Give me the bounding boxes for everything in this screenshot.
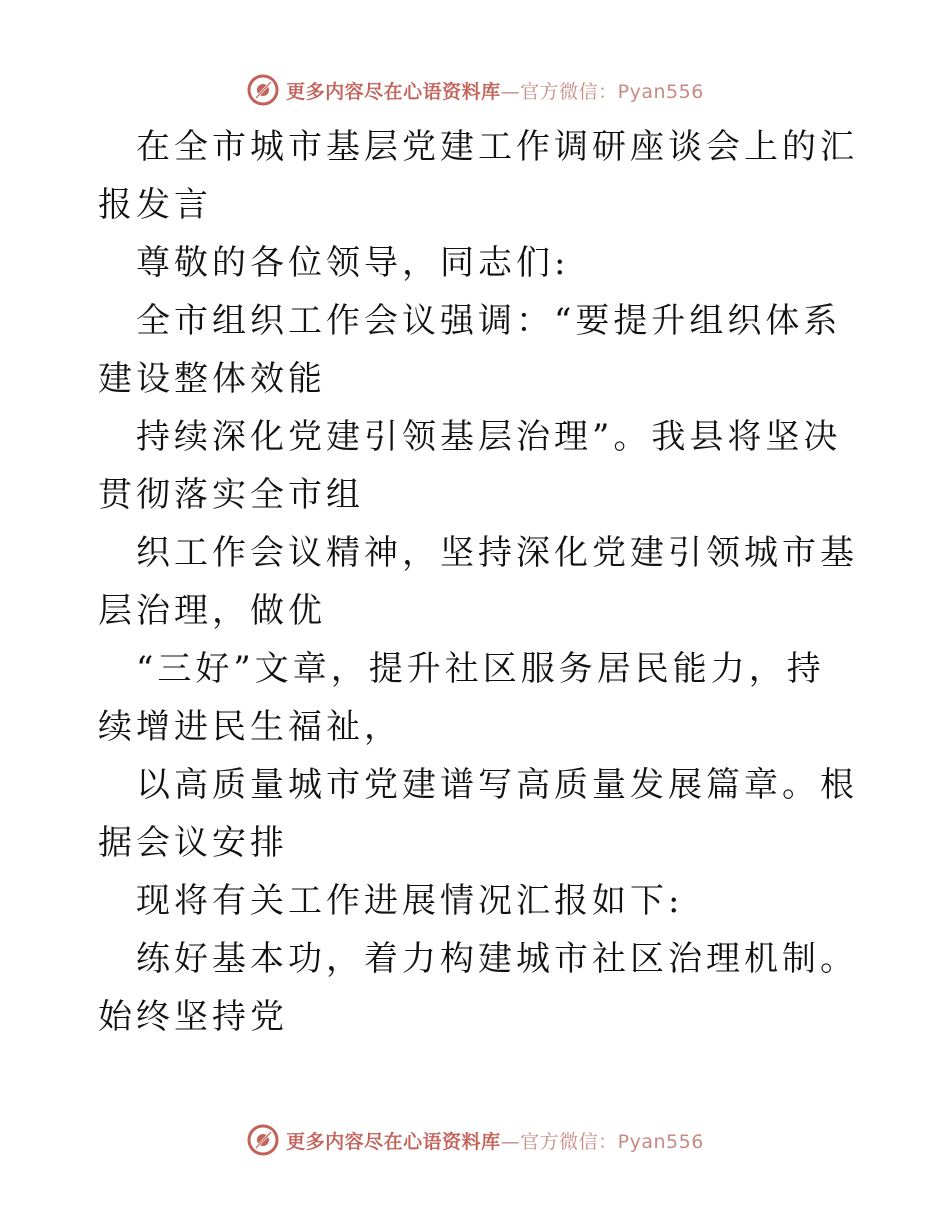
watermark-separator: — bbox=[500, 1130, 521, 1153]
paragraph: 全市组织工作会议强调：“要提升组织体系建设整体效能 bbox=[98, 301, 842, 399]
watermark-text bbox=[286, 1127, 704, 1154]
watermark-text bbox=[286, 77, 704, 104]
header-watermark bbox=[0, 70, 950, 110]
paragraph: 练好基本功，着力构建城市社区治理机制。始终坚持党 bbox=[98, 939, 858, 1037]
paragraph: “三好”文章，提升社区服务居民能力，持续增进民生福祉， bbox=[98, 649, 825, 747]
paragraph-greeting: 尊敬的各位领导，同志们: bbox=[136, 243, 570, 283]
paragraph: 现将有关工作进展情况汇报如下: bbox=[136, 881, 684, 921]
seal-logo-icon bbox=[246, 73, 280, 107]
seal-logo-icon bbox=[246, 1123, 280, 1157]
watermark-contact: 官方微信：Pyan556 bbox=[520, 1130, 704, 1153]
document-body bbox=[98, 118, 858, 1046]
watermark-separator: — bbox=[500, 80, 521, 103]
paragraph: 持续深化党建引领基层治理”。我县将坚决贯彻落实全市组 bbox=[98, 417, 842, 515]
paragraph: 织工作会议精神，坚持深化党建引领城市基层治理，做优 bbox=[98, 533, 858, 631]
document-title: 在全市城市基层党建工作调研座谈会上的汇报发言 bbox=[98, 127, 858, 225]
watermark-brand: 更多内容尽在心语资料库 bbox=[286, 80, 501, 103]
footer-watermark bbox=[0, 1120, 950, 1160]
paragraph: 以高质量城市党建谱写高质量发展篇章。根据会议安排 bbox=[98, 765, 858, 863]
watermark-contact: 官方微信：Pyan556 bbox=[520, 80, 704, 103]
watermark-brand: 更多内容尽在心语资料库 bbox=[286, 1130, 501, 1153]
